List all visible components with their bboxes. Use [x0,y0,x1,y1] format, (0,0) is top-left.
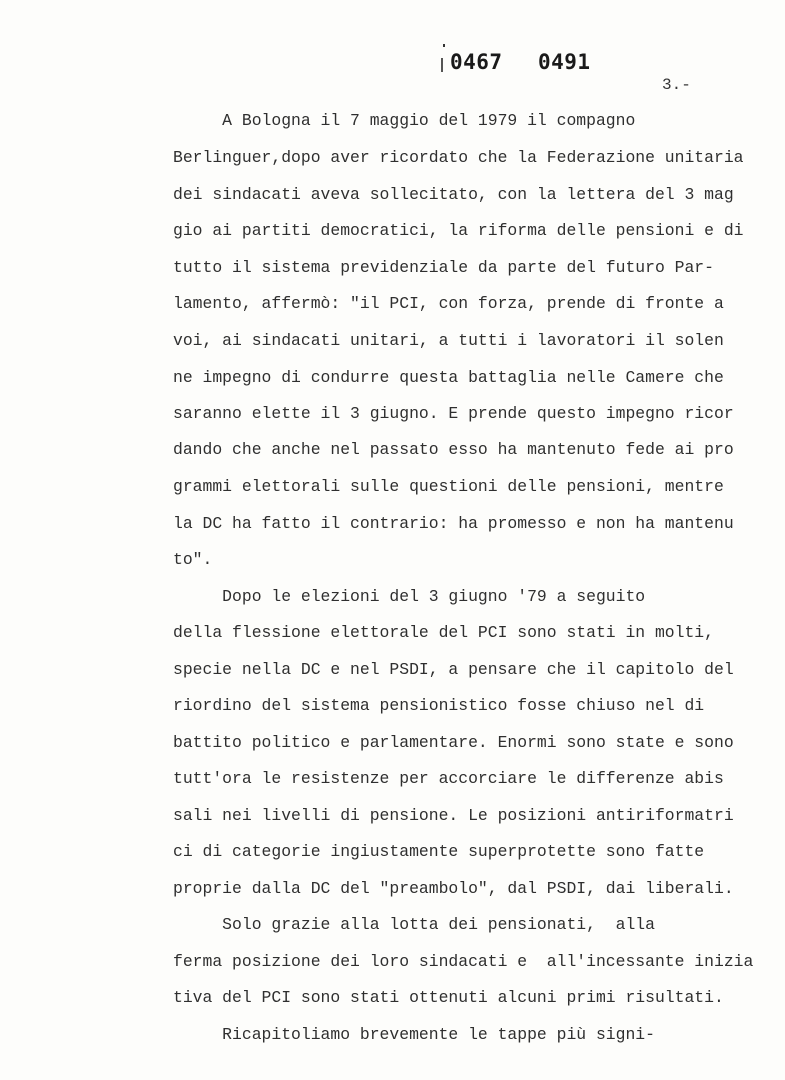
text-line: saranno elette il 3 giugno. E prende questo impegno ricor [173,404,734,423]
text-line: la DC ha fatto il contrario: ha promesso e non ha mantenu [173,514,734,533]
text-line: proprie dalla DC del "preambolo", dal PSDI, dai liberali. [173,879,734,898]
stamp-mark [441,58,443,72]
text-line: tutto il sistema previdenziale da parte del futuro Par- [173,258,714,277]
text-line: Ricapitoliamo brevemente le tappe più signi- [173,1025,655,1044]
stamp-mark [443,44,445,47]
text-line: Berlinguer,dopo aver ricordato che la Federazione unitaria [173,148,744,167]
text-line: to". [173,550,213,569]
text-line: voi, ai sindacati unitari, a tutti i lavoratori il solen [173,331,724,350]
text-line: ci di categorie ingiustamente superprotette sono fatte [173,842,705,861]
text-line: tiva del PCI sono stati ottenuti alcuni primi risultati. [173,988,724,1007]
page-number: 3.- [662,76,691,94]
text-line: gio ai partiti democratici, la riforma delle pensioni e di [173,221,744,240]
text-line: sali nei livelli di pensione. Le posizioni antiriformatri [173,806,734,825]
text-line: lamento, affermò: "il PCI, con forza, prende di fronte a [173,294,724,313]
text-line: Dopo le elezioni del 3 giugno '79 a seguito [173,587,646,606]
archive-stamp-number: 0467 [450,50,503,74]
text-line: A Bologna il 7 maggio del 1979 il compagno [173,111,636,130]
text-line: riordino del sistema pensionistico fosse chiuso nel di [173,696,705,715]
text-line: battito politico e parlamentare. Enormi sono state e sono [173,733,734,752]
text-line: Solo grazie alla lotta dei pensionati, alla [173,915,655,934]
text-line: ferma posizione dei loro sindacati e all'incessante inizia [173,952,754,971]
archive-stamp-number: 0491 [538,50,591,74]
text-line: dei sindacati aveva sollecitato, con la lettera del 3 mag [173,185,734,204]
text-line: della flessione elettorale del PCI sono stati in molti, [173,623,714,642]
text-line: grammi elettorali sulle questioni delle pensioni, mentre [173,477,724,496]
text-line: dando che anche nel passato esso ha mantenuto fede ai pro [173,440,734,459]
text-line: ne impegno di condurre questa battaglia nelle Camere che [173,368,724,387]
text-line: specie nella DC e nel PSDI, a pensare che il capitolo del [173,660,734,679]
text-line: tutt'ora le resistenze per accorciare le differenze abis [173,769,724,788]
